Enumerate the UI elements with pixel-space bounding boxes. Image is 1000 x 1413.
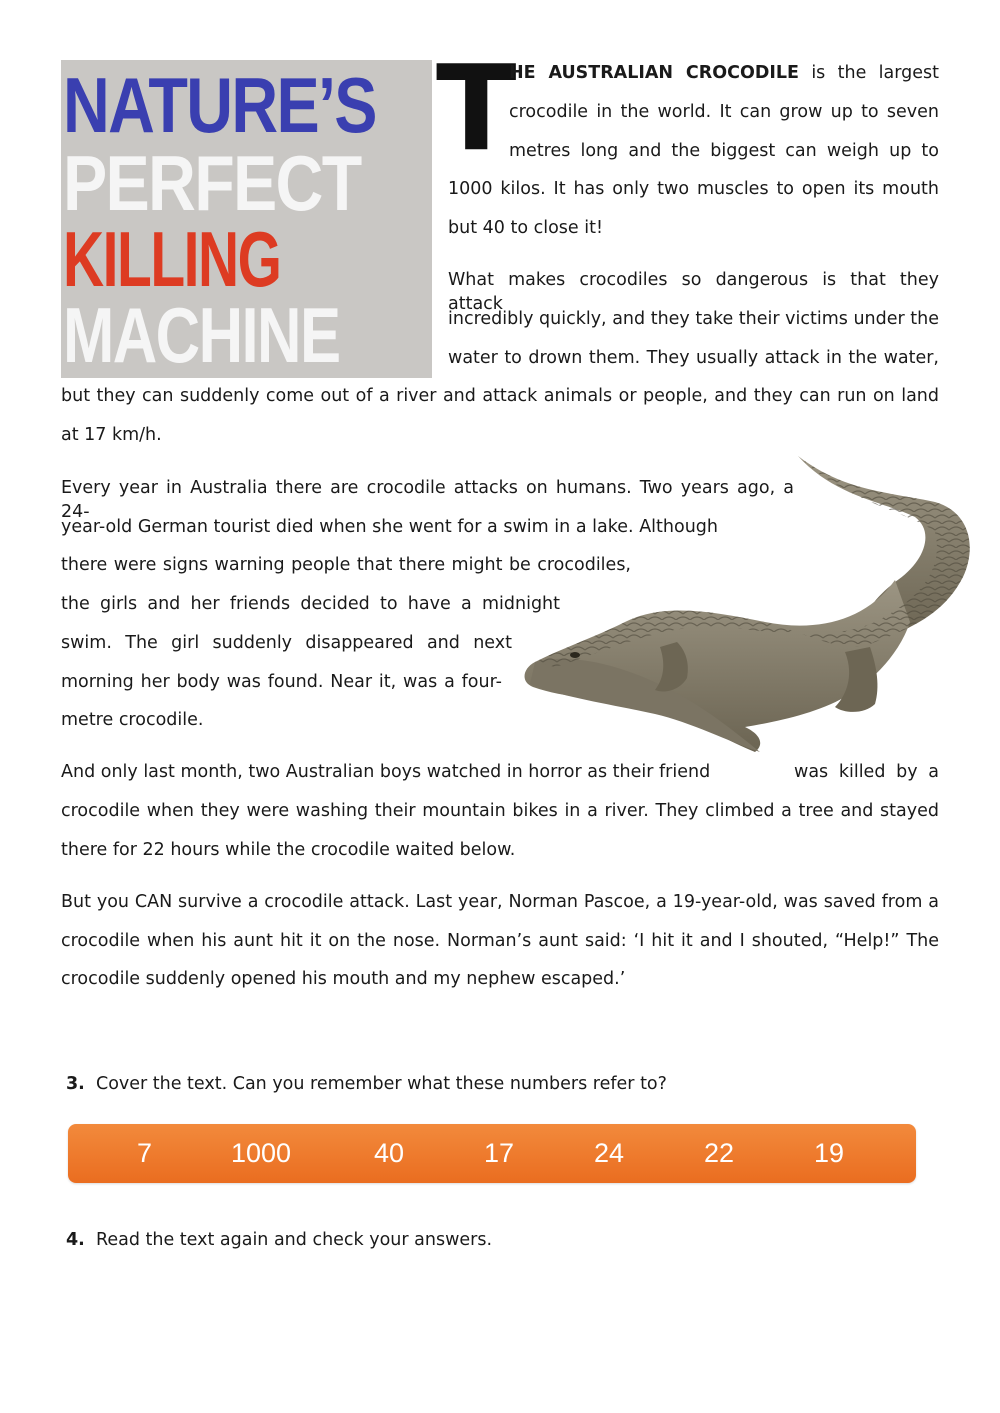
- p1-line-3: metres long and the biggest can weigh up to: [509, 141, 939, 161]
- title-line-perfect: PERFECT: [63, 139, 361, 227]
- p5-line-3: crocodile suddenly opened his mouth and my nephew escaped.’: [61, 969, 626, 989]
- p3-line-1: Every year in Australia there are crocodile attacks on humans. Two years ago, a 24-: [61, 478, 794, 522]
- number-17: 17: [484, 1138, 515, 1168]
- number-24: 24: [594, 1138, 625, 1168]
- p2-line-4: but they can suddenly come out of a river and attack animals or people, and they can run on land: [61, 386, 939, 406]
- p3-line-6: morning her body was found. Near it, was a four-: [61, 672, 502, 692]
- p1-line-4: 1000 kilos. It has only two muscles to open its mouth: [448, 179, 939, 199]
- p2-line-5: at 17 km/h.: [61, 425, 162, 445]
- p3-line-4: the girls and her friends decided to have a midnight: [61, 594, 560, 614]
- p3-line-3: there were signs warning people that there might be crocodiles,: [61, 555, 631, 575]
- p1-line-5: but 40 to close it!: [448, 218, 603, 238]
- number-7: 7: [137, 1138, 153, 1168]
- exercise-4-text: Read the text again and check your answers.: [95, 1230, 493, 1250]
- p5-line-2: crocodile when his aunt hit it on the nose. Norman’s aunt said: ‘I hit it and I shouted, “Help!” The: [61, 931, 939, 951]
- title-image: [61, 60, 432, 378]
- exercise-3-number: 3.: [66, 1074, 85, 1094]
- exercise-4: [66, 1228, 492, 1252]
- p1-line-1: HE AUSTRALIAN CROCODILE is the largest: [509, 63, 939, 83]
- p2-line-2: incredibly quickly, and they take their victims under the: [448, 309, 939, 329]
- p4-line-1b: was killed by a: [794, 762, 939, 782]
- p3-line-7: metre crocodile.: [61, 710, 204, 730]
- exercise-4-number: 4.: [66, 1230, 85, 1250]
- p4-line-3: there for 22 hours while the crocodile waited below.: [61, 840, 516, 860]
- exercise-3-text: Cover the text. Can you remember what these numbers refer to?: [95, 1074, 667, 1094]
- p2-line-1: What makes crocodiles so dangerous is that they attack: [448, 270, 939, 314]
- title-line-killing: KILLING: [63, 215, 281, 303]
- number-22: 22: [704, 1138, 735, 1168]
- p4-line-1a: And only last month, two Australian boys watched in horror as their friend: [61, 762, 711, 782]
- headline-text: HE AUSTRALIAN CROCODILE: [509, 63, 799, 83]
- number-1000: 1000: [231, 1138, 292, 1168]
- p1-line-2: crocodile in the world. It can grow up to seven: [509, 102, 939, 122]
- number-19: 19: [814, 1138, 845, 1168]
- number-40: 40: [374, 1138, 405, 1168]
- exercise-3: [66, 1072, 667, 1096]
- p4-line-2: crocodile when they were washing their mountain bikes in a river. They climbed a tree and stayed: [61, 801, 939, 821]
- p3-line-5: swim. The girl suddenly disappeared and next: [61, 633, 512, 653]
- p5-line-1: But you CAN survive a crocodile attack. Last year, Norman Pascoe, a 19-year-old, was saved from a: [61, 892, 939, 912]
- p2-line-3: water to drown them. They usually attack in the water,: [448, 348, 939, 368]
- title-line-natures: NATURE’S: [63, 61, 376, 149]
- title-line-machine: MACHINE: [63, 291, 340, 378]
- number-bar: [68, 1124, 916, 1183]
- p3-line-2: year-old German tourist died when she went for a swim in a lake. Although: [61, 517, 718, 537]
- drop-cap: T: [436, 39, 517, 177]
